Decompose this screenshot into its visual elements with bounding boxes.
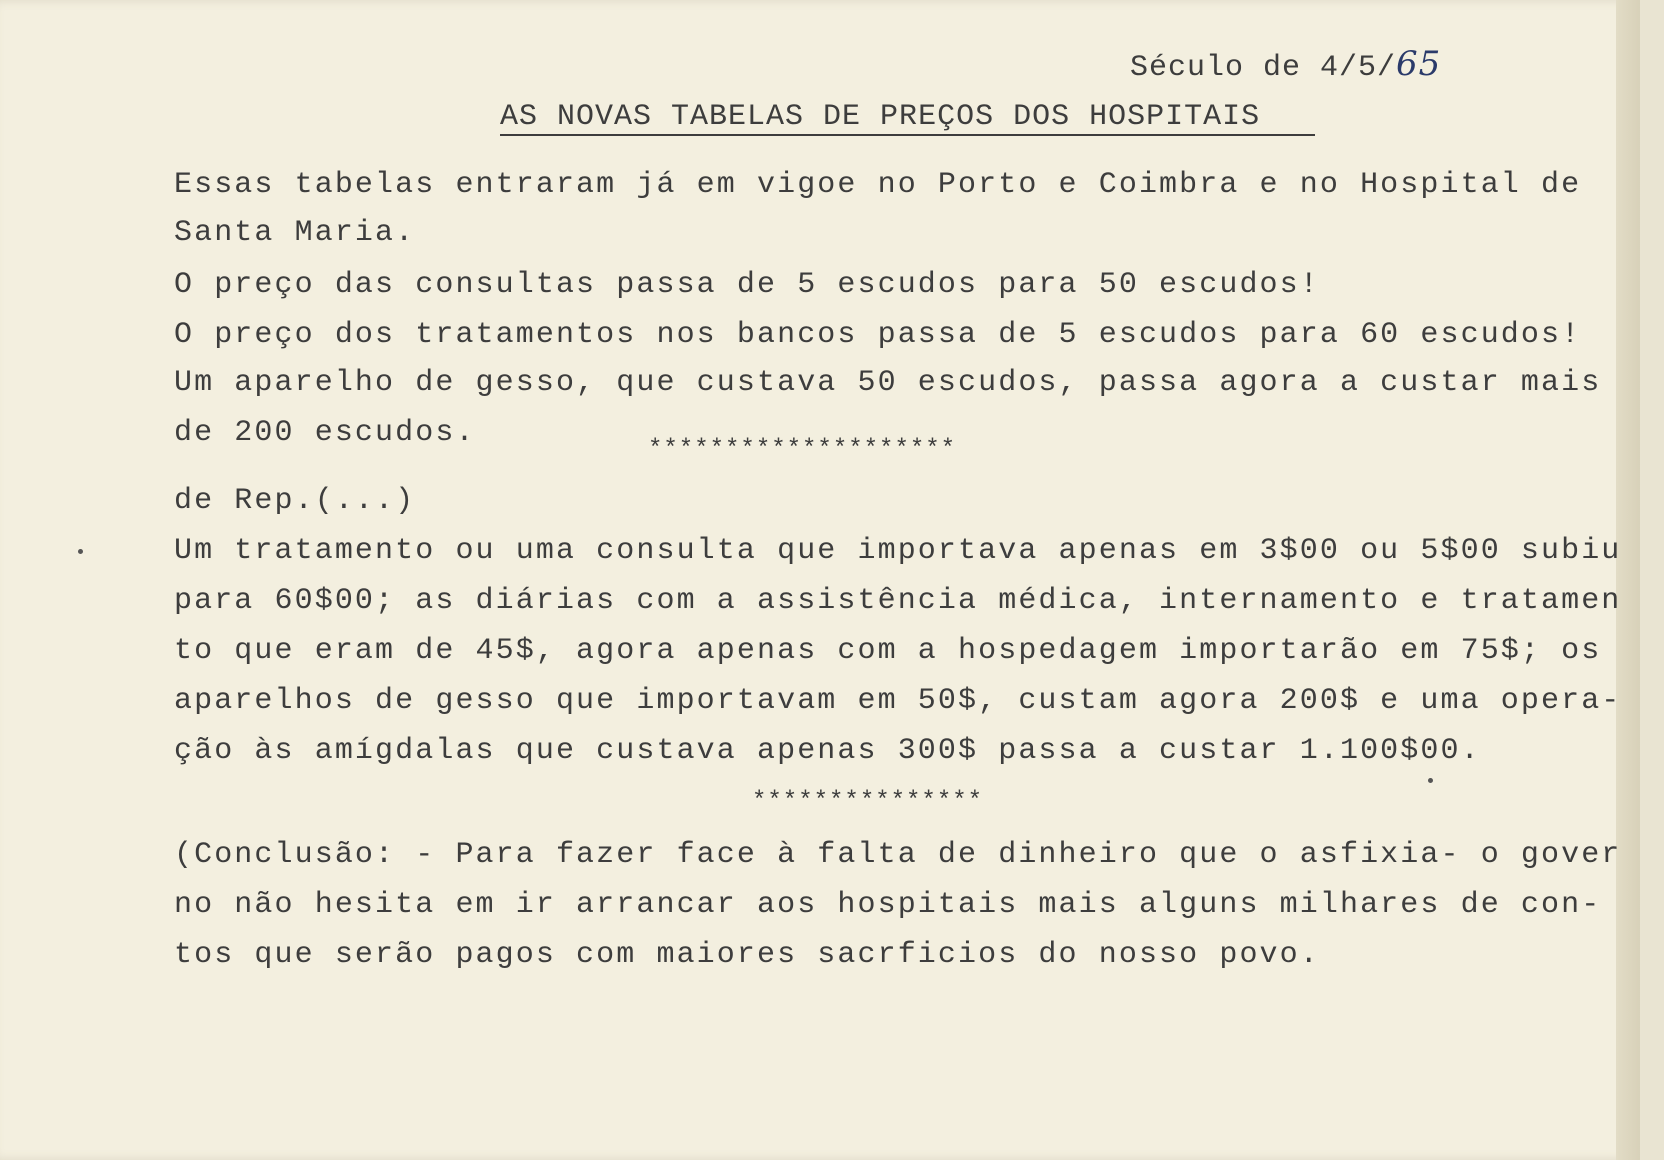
date-handwritten-year: 65 (1396, 44, 1442, 84)
body-line: no não hesita em ir arrancar aos hospitais mais alguns milhares de con- (174, 888, 1602, 922)
paper-speck (1428, 778, 1433, 783)
body-line: Um aparelho de gesso, que custava 50 escudos, passa agora a custar mais (174, 366, 1602, 400)
body-line: aparelhos de gesso que importavam em 50$, custam agora 200$ e uma opera- (174, 684, 1622, 718)
body-line: de 200 escudos. (174, 416, 476, 450)
title-text: AS NOVAS TABELAS DE PREÇOS DOS HOSPITAIS (500, 100, 1261, 134)
date-typed: Século de 4/5/ (1130, 51, 1397, 85)
title-underline (500, 134, 1315, 136)
body-line: ção às amígdalas que custava apenas 300$ passa a custar 1.100$00. (174, 734, 1481, 768)
body-line: (Conclusão: - Para fazer face à falta de dinheiro que o asfixia- o gover (174, 838, 1622, 872)
body-line: Essas tabelas entraram já em vigoe no Porto e Coimbra e no Hospital de (174, 168, 1582, 202)
source-date (1130, 44, 1441, 85)
body-line: de Rep.(...) (174, 484, 416, 518)
body-line: O preço das consultas passa de 5 escudos para 50 escudos! (174, 268, 1320, 302)
document-title (500, 100, 1340, 134)
body-line: Um tratamento ou uma consulta que importava apenas em 3$00 ou 5$00 subiu (174, 534, 1622, 568)
paper-speck (78, 549, 83, 554)
body-line: tos que serão pagos com maiores sacrficios do nosso povo. (174, 938, 1320, 972)
body-line: Santa Maria. (174, 216, 416, 250)
separator-stars: ******************** (648, 436, 957, 463)
body-line: to que eram de 45$, agora apenas com a hospedagem importarão em 75$; os (174, 634, 1602, 668)
separator-stars: *************** (752, 788, 984, 815)
paper-edge-shadow (1616, 0, 1640, 1160)
body-line: O preço dos tratamentos nos bancos passa de 5 escudos para 60 escudos! (174, 318, 1582, 352)
body-line: para 60$00; as diárias com a assistência médica, internamento e tratamen (174, 584, 1622, 618)
